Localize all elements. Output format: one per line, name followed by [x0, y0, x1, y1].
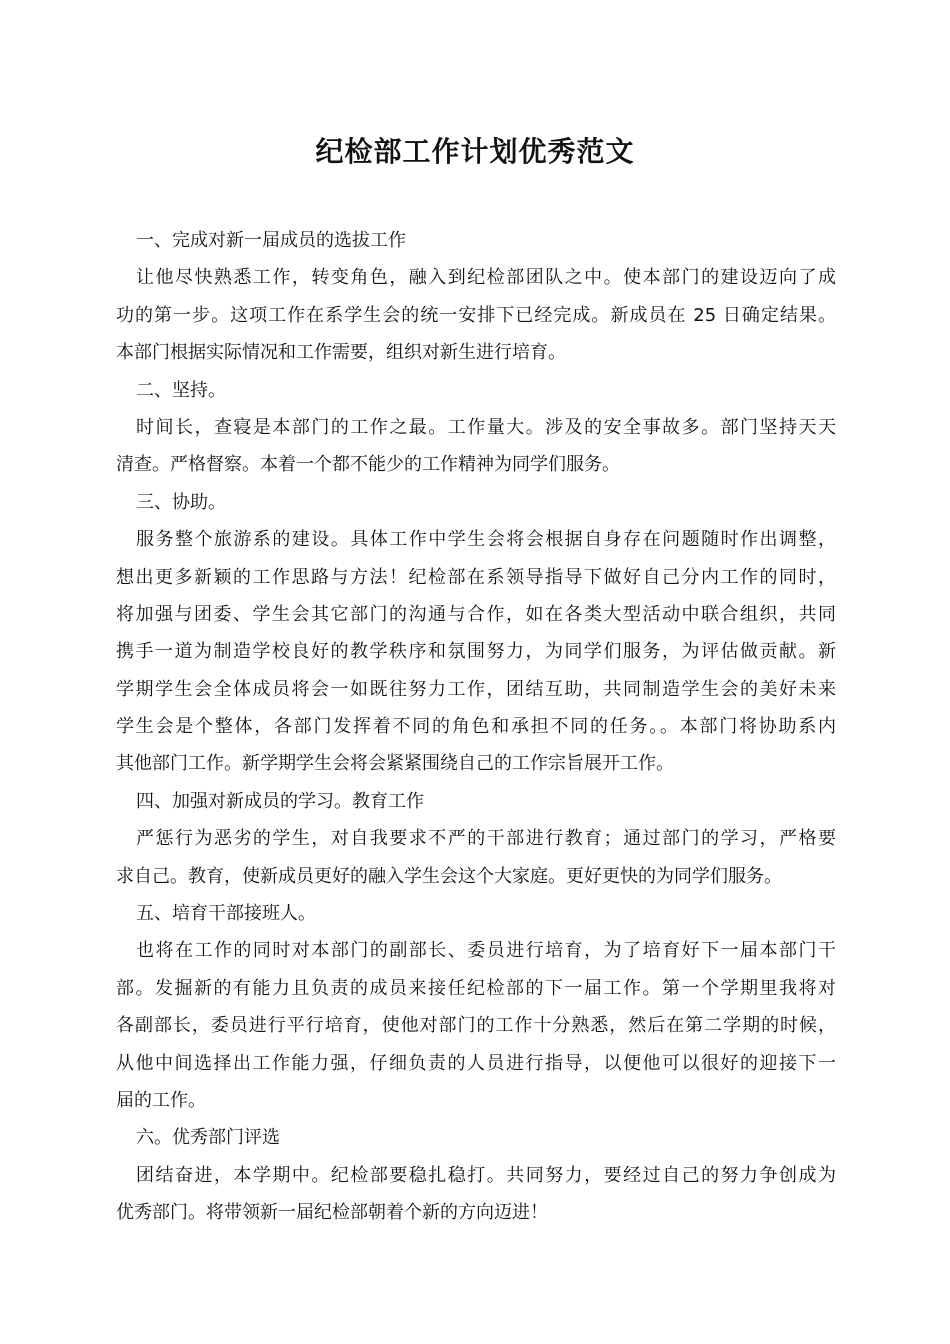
section-heading-6: 六。优秀部门评选: [136, 1127, 280, 1149]
paragraph-line: 清查。严格督察。本着一个都不能少的工作精神为同学们服务。: [116, 454, 620, 476]
paragraph-line: 学期学生会全体成员将会一如既往努力工作，团结互助，共同制造学生会的美好未来: [116, 678, 836, 700]
paragraph-line: 团结奋进，本学期中。纪检部要稳扎稳打。共同努力，要经过自己的努力争创成为: [136, 1164, 836, 1186]
paragraph-line: 功的第一步。这项工作在系学生会的统一安排下已经完成。新成员在 25 日确定结果。: [116, 304, 836, 326]
section-heading-1: 一、完成对新一届成员的选拔工作: [136, 230, 406, 251]
paragraph-line: 各副部长，委员进行平行培育，使他对部门的工作十分熟悉，然后在第二学期的时候，: [116, 1015, 836, 1037]
paragraph-line: 部。发掘新的有能力且负责的成员来接任纪检部的下一届工作。第一个学期里我将对: [116, 977, 836, 999]
paragraph-line: 时间长，查寝是本部门的工作之最。工作量大。涉及的安全事故多。部门坚持天天: [136, 416, 836, 438]
paragraph-line: 求自己。教育，使新成员更好的融入学生会这个大家庭。更好更快的为同学们服务。: [116, 865, 782, 887]
section-heading-5: 五、培育干部接班人。: [136, 903, 316, 925]
paragraph-line: 将加强与团委、学生会其它部门的沟通与合作，如在各类大型活动中联合组织，共同: [116, 603, 836, 625]
paragraph-line: 届的工作。: [116, 1089, 206, 1111]
paragraph-line: 也将在工作的同时对本部门的副部长、委员进行培育，为了培育好下一届本部门干: [136, 940, 836, 962]
document-title: 纪检部工作计划优秀范文: [315, 135, 635, 168]
paragraph-line: 让他尽快熟悉工作，转变角色，融入到纪检部团队之中。使本部门的建设迈向了成: [136, 267, 836, 289]
paragraph-line: 其他部门工作。新学期学生会将会紧紧围绕自己的工作宗旨展开工作。: [116, 753, 674, 775]
paragraph-line: 携手一道为制造学校良好的教学秩序和氛围努力，为同学们服务，为评估做贡献。新: [116, 641, 836, 663]
document-body: [116, 222, 836, 1232]
section-heading-2: 二、坚持。: [136, 379, 226, 401]
paragraph-line: 本部门根据实际情况和工作需要，组织对新生进行培育。: [116, 342, 566, 364]
paragraph-line: 想出更多新颖的工作思路与方法！纪检部在系领导指导下做好自己分内工作的同时，: [116, 566, 836, 588]
paragraph-line: 服务整个旅游系的建设。具体工作中学生会将会根据自身存在问题随时作出调整，: [136, 529, 836, 551]
paragraph-line: 严惩行为恶劣的学生，对自我要求不严的干部进行教育；通过部门的学习，严格要: [136, 828, 836, 850]
paragraph-line: 学生会是个整体，各部门发挥着不同的角色和承担不同的任务。。本部门将协助系内: [116, 716, 836, 738]
section-heading-3: 三、协助。: [136, 491, 226, 513]
paragraph-line: 从他中间选择出工作能力强，仔细负责的人员进行指导，以便他可以很好的迎接下一: [116, 1052, 836, 1074]
paragraph-line: 优秀部门。将带领新一届纪检部朝着个新的方向迈进！: [116, 1202, 548, 1224]
section-heading-4: 四、加强对新成员的学习。教育工作: [136, 790, 424, 812]
